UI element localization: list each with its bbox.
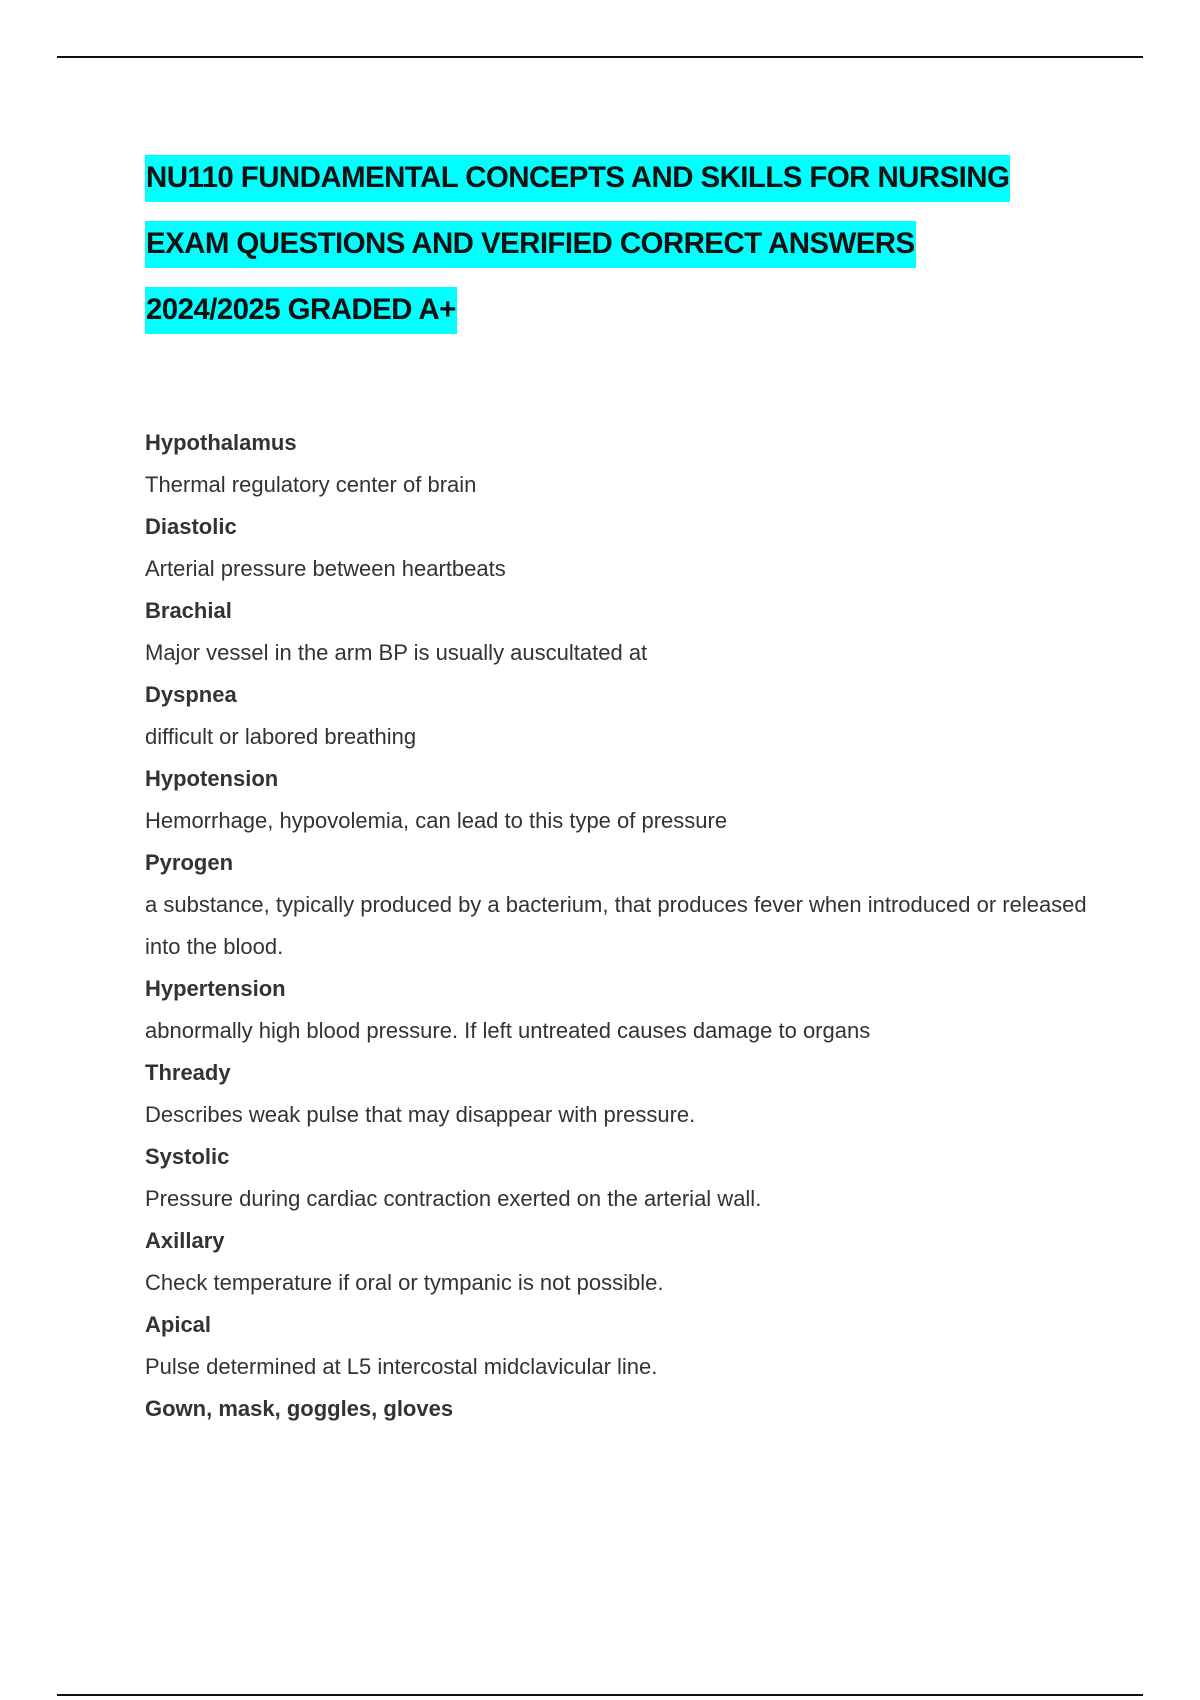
term: Pyrogen bbox=[145, 850, 234, 875]
term: Thready bbox=[145, 1060, 231, 1085]
qa-item bbox=[145, 1136, 1105, 1220]
definition: difficult or labored breathing bbox=[145, 724, 417, 749]
definition: Pulse determined at L5 intercostal midclavicular line. bbox=[145, 1354, 658, 1379]
term: Systolic bbox=[145, 1144, 230, 1169]
qa-item bbox=[145, 968, 1105, 1052]
title-line-text: NU110 FUNDAMENTAL CONCEPTS AND SKILLS FOR NURSING bbox=[145, 155, 1010, 202]
qa-item bbox=[145, 842, 1105, 968]
definition: Describes weak pulse that may disappear with pressure. bbox=[145, 1102, 696, 1127]
definition: Arterial pressure between heartbeats bbox=[145, 556, 506, 581]
term: Brachial bbox=[145, 598, 232, 623]
qa-item bbox=[145, 590, 1105, 674]
term: Apical bbox=[145, 1312, 212, 1337]
qa-item bbox=[145, 1388, 1105, 1430]
definition: Check temperature if oral or tympanic is not possible. bbox=[145, 1270, 664, 1295]
definition: a substance, typically produced by a bacterium, that produces fever when introduced or released into the blood. bbox=[145, 892, 1087, 959]
term: Hypothalamus bbox=[145, 430, 297, 455]
qa-item bbox=[145, 758, 1105, 842]
term: Hypertension bbox=[145, 976, 286, 1001]
qa-item bbox=[145, 1052, 1105, 1136]
title-line bbox=[145, 211, 1105, 277]
bottom-divider bbox=[57, 1694, 1143, 1696]
qa-item bbox=[145, 1220, 1105, 1304]
title-line-text: EXAM QUESTIONS AND VERIFIED CORRECT ANSWERS bbox=[145, 221, 916, 268]
term: Axillary bbox=[145, 1228, 225, 1253]
definition: Pressure during cardiac contraction exerted on the arterial wall. bbox=[145, 1186, 762, 1211]
title-line bbox=[145, 277, 1105, 343]
top-divider bbox=[57, 56, 1143, 58]
qa-item bbox=[145, 674, 1105, 758]
term: Hypotension bbox=[145, 766, 279, 791]
definition: Major vessel in the arm BP is usually auscultated at bbox=[145, 640, 648, 665]
term: Diastolic bbox=[145, 514, 237, 539]
term: Dyspnea bbox=[145, 682, 237, 707]
document-title bbox=[145, 145, 1105, 343]
qa-item bbox=[145, 506, 1105, 590]
title-line bbox=[145, 145, 1105, 211]
definition: Hemorrhage, hypovolemia, can lead to this type of pressure bbox=[145, 808, 728, 833]
term: Gown, mask, goggles, gloves bbox=[145, 1396, 454, 1421]
qa-item bbox=[145, 422, 1105, 506]
title-line-text: 2024/2025 GRADED A+ bbox=[145, 287, 457, 334]
qa-list bbox=[145, 422, 1105, 1430]
definition: Thermal regulatory center of brain bbox=[145, 472, 477, 497]
definition: abnormally high blood pressure. If left untreated causes damage to organs bbox=[145, 1018, 871, 1043]
qa-item bbox=[145, 1304, 1105, 1388]
